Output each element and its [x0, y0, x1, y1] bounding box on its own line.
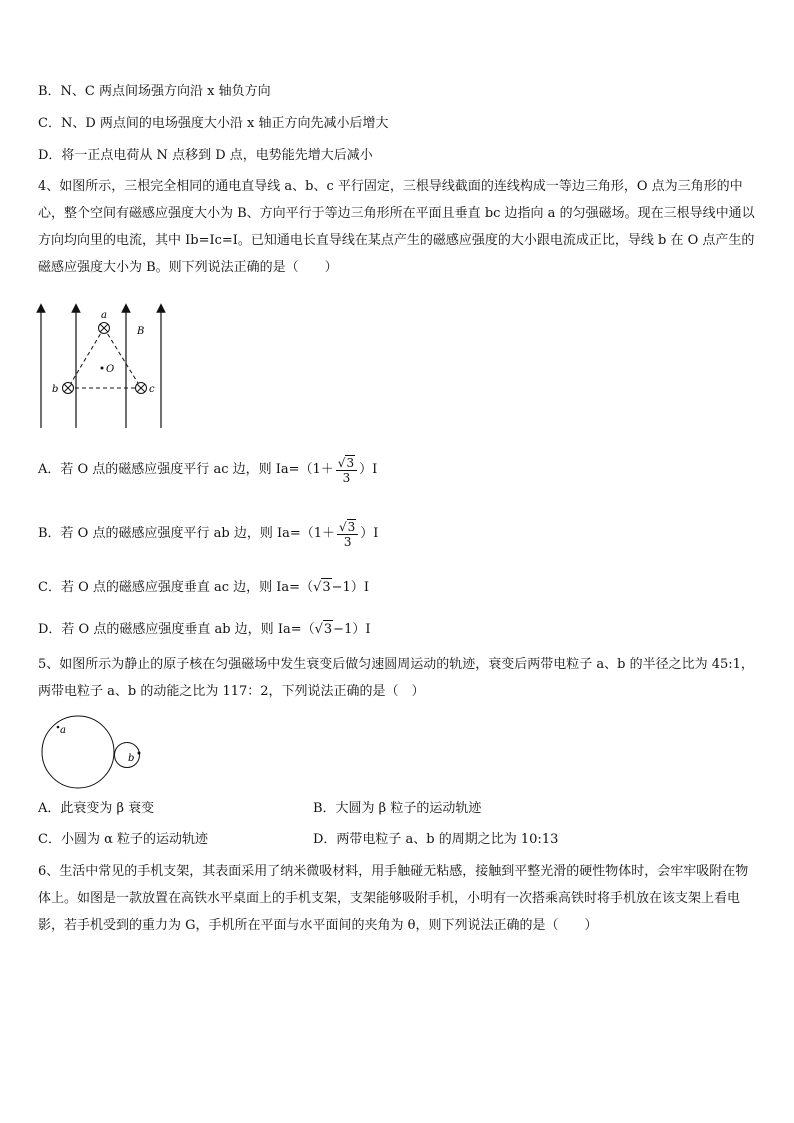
q5-option-a: A．此衰变为 β 衰变 [38, 801, 155, 816]
label-a: a [60, 725, 66, 736]
q5-option-d: D．两带电粒子 a、b 的周期之比为 10:13 [313, 832, 559, 847]
q5-option-c: C．小圆为 α 粒子的运动轨迹 [38, 832, 208, 847]
q4-option-d: D．若 O 点的磁感应强度垂直 ab 边，则 Ia=（ √ 3 −1）I [38, 621, 371, 637]
q4-option-a: A．若 O 点的磁感应强度平行 ac 边，则 Ia=（1＋ √ 3 3 ）I [38, 456, 378, 485]
q4-option-c: C．若 O 点的磁感应强度垂直 ac 边，则 Ia=（ √ 3 −1）I [38, 579, 369, 595]
label-field-b: B [137, 326, 145, 337]
decay-point [138, 752, 141, 755]
q4-figure [30, 300, 180, 432]
q5-stem: 5、如图所示为静止的原子核在匀强磁场中发生衰变后做匀速圆周运动的轨迹，衰变后两带电粒子 a、b 的半径之比为 45:1，两带电粒子 a、b 的动能之比为 117：2，下列说法正确的是（ ） [38, 657, 754, 699]
q6-stem: 6、生活中常见的手机支架，其表面采用了纳米微吸材料，用手触碰无粘感，接触到平整光滑的硬性物体时，会牢牢吸附在物体上。如图是一款放置在高铁水平桌面上的手机支架，支架能够吸附手机，小明有一次搭乘高铁时将手机放在该支架上看电影，若手机受到的重力为 G，手机所在平面与水平面间的夹角为 θ，则下列说法正确的是（ ） [38, 864, 749, 933]
wire-c [136, 383, 147, 394]
label-c: c [149, 384, 155, 395]
small-circle-track [115, 743, 140, 768]
q3-option-c: C．N、D 两点间的电场强度大小沿 x 轴正方向先减小后增大 [38, 116, 389, 131]
center-point-o [101, 367, 104, 370]
q3-option-d: D．将一正点电荷从 N 点移到 D 点，电势能先增大后减小 [38, 148, 373, 163]
label-b: b [128, 753, 135, 764]
q3-option-b: B．N、C 两点间场强方向沿 x 轴负方向 [38, 84, 271, 99]
wire-b [63, 383, 74, 394]
large-circle-track [42, 716, 114, 788]
q5-figure [38, 712, 148, 794]
label-a: a [101, 310, 107, 321]
q4-option-b: B．若 O 点的磁感应强度平行 ab 边，则 Ia=（1＋ √ 3 3 ）I [38, 520, 379, 549]
q5-option-b: B．大圆为 β 粒子的运动轨迹 [313, 801, 482, 816]
q4-stem: 4、如图所示，三根完全相同的通电直导线 a、b、c 平行固定，三根导线截面的连线构成一等边三角形，O 点为三角形的中心，整个空间有磁感应强度大小为 B、方向平行于等边三角形所在平面且垂直 bc 边指向 a 的匀强磁场。现在三根导线中通以方向均向里的电流，其中 Ib=Ic=I。已知通电长直导线在某点产生的磁感应强度的大小跟电流成正比，导线 b 在 O 点产生的磁感应强度大小为 B。则下列说法正确的是（ ） [38, 179, 755, 275]
label-b: b [52, 384, 59, 395]
label-o: O [106, 364, 115, 375]
wire-a [99, 323, 110, 334]
